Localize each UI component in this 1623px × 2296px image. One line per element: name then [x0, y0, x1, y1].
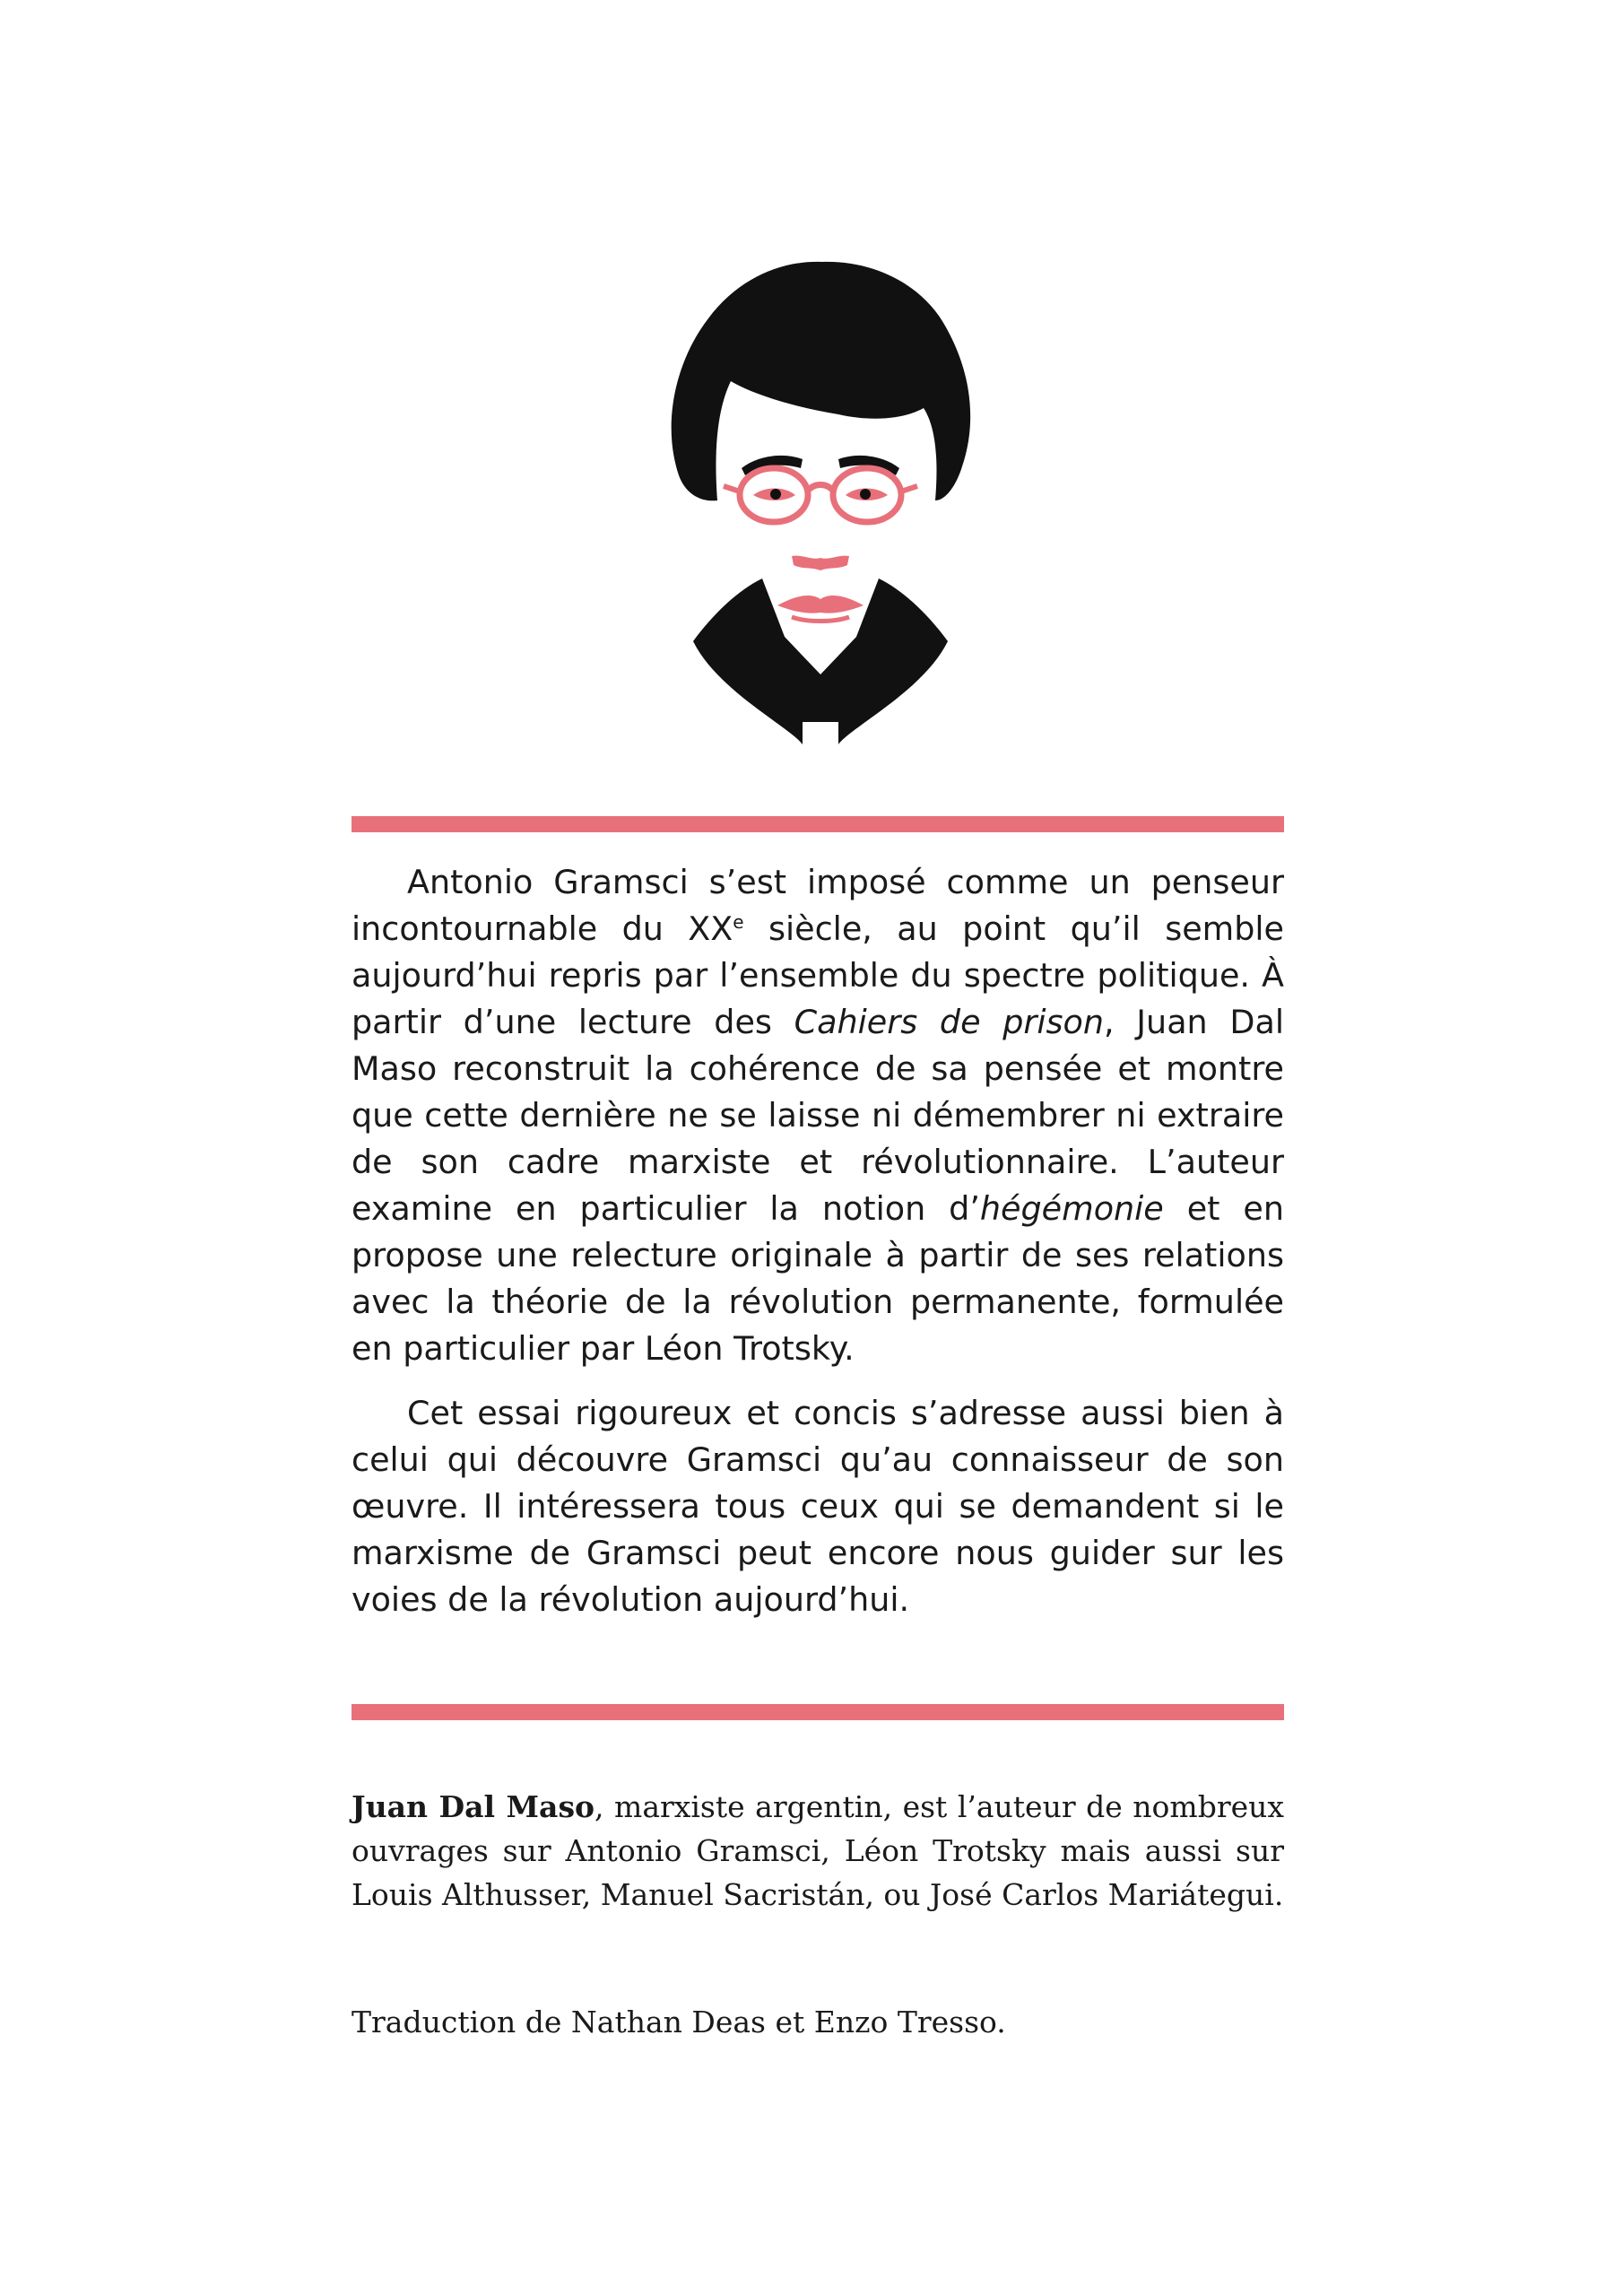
glasses-left-arm	[724, 486, 740, 491]
hegemonie-italic: hégémonie	[979, 1189, 1164, 1228]
gramsci-portrait-icon	[668, 260, 973, 753]
glasses-bridge	[807, 485, 834, 492]
nose	[792, 556, 849, 570]
author-name: Juan Dal Maso	[352, 1789, 595, 1824]
author-bio-text: , marxiste argentin, est l’auteur de nombreux ouvrages sur Antonio Gramsci, Léon Trotsky mais aussi sur Louis Althusser, Manuel Sacristán, ou José Carlos Mariátegui.	[352, 1789, 1284, 1912]
blurb-text	[352, 859, 1284, 1623]
lower-lip	[792, 617, 849, 622]
century-superscript: e	[733, 910, 744, 933]
author-bio	[352, 1785, 1284, 1917]
blurb-p1-part4: et en propose une relecture originale à partir de ses relations avec la théorie de la révolution permanente, formulée en particulier par Léon Trotsky.	[352, 1189, 1284, 1368]
top-divider-rule	[352, 816, 1284, 832]
hair-shape	[672, 262, 970, 500]
blurb-p1-part2: siècle, au point qu’il semble aujourd’hui repris par l’ensemble du spectre politique. À partir d’une lecture des	[352, 909, 1284, 1041]
glasses-right-arm	[901, 486, 917, 491]
mouth	[777, 596, 864, 613]
bottom-divider-rule	[352, 1704, 1284, 1720]
blurb-p1-part3: , Juan Dal Maso reconstruit la cohérence de sa pensée et montre que cette dernière ne se laisse ni démembrer ni extraire de son cadre marxiste et révolutionnaire. L’auteur examine en particulier la notion d’	[352, 1003, 1284, 1228]
book-title-italic: Cahiers de prison	[794, 1003, 1105, 1041]
translation-credit: Traduction de Nathan Deas et Enzo Tresso.	[352, 2005, 1006, 2039]
blurb-paragraph-1	[352, 859, 1284, 1372]
blurb-paragraph-2: Cet essai rigoureux et concis s’adresse aussi bien à celui qui découvre Gramsci qu’au connaisseur de son œuvre. Il intéressera tous ceux qui se demandent si le marxisme de Gramsci peut encore nous guider sur les voies de la révolution aujourd’hui.	[352, 1394, 1284, 1619]
blurb-p1-part1: Antonio Gramsci s’est imposé comme un penseur incontournable du XX	[352, 863, 1284, 948]
